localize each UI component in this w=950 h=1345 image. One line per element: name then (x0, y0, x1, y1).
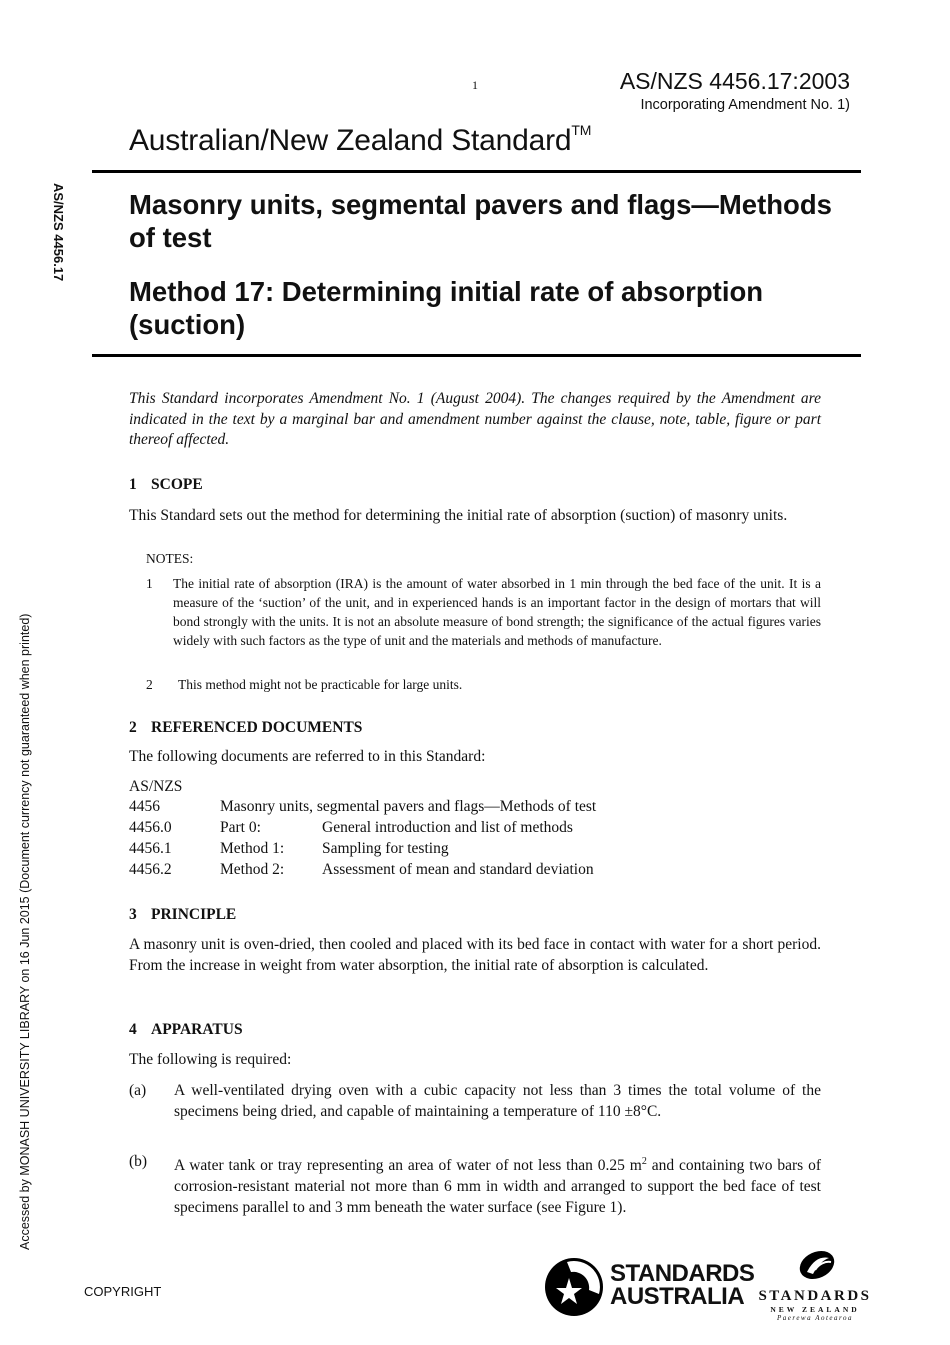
standards-new-zealand-logo (755, 1250, 875, 1322)
note-text: This method might not be practicable for large units. (178, 677, 463, 692)
snz-maori-subtitle: Paerewa Aotearoa (776, 1314, 854, 1322)
item-text-part: and containing two bars of corrosion-resistant material not more than 6 mm in width and arranged to support the bed face of test specimens parallel to and 3 mm beneath the water surface (see Figure 1). (174, 1157, 821, 1217)
amendment-notice: This Standard incorporates Amendment No. 1 (August 2004). The changes required by the Amendment are indicated in the text by a marginal bar and amendment number against the clause, note, table, figure or part thereof affected. (129, 390, 821, 448)
note-item (146, 675, 821, 694)
apparatus-item (129, 1080, 821, 1122)
spine-label (38, 183, 68, 303)
access-notice-text: Accessed by MONASH UNIVERSITY LIBRARY on 16 Jun 2015 (Document currency not guaranteed when printed) (18, 613, 32, 1250)
section-number: 2 (129, 719, 137, 736)
item-superscript: 2 (641, 1156, 647, 1167)
references-intro: The following documents are referred to in this Standard: (129, 748, 486, 765)
amendment-line: Incorporating Amendment No. 1) (640, 97, 850, 113)
notes-label: NOTES: (146, 551, 194, 566)
reference-code: 4456 (129, 798, 160, 815)
standards-australia-logo (543, 1256, 605, 1323)
reference-part: Method 1: (220, 840, 285, 857)
snz-subtitle: NEW ZEALAND (770, 1305, 860, 1314)
section-heading-references (129, 717, 821, 738)
reference-title: Masonry units, segmental pavers and flags—Methods of test (220, 798, 597, 815)
note-text: The initial rate of absorption (IRA) is the amount of water absorbed in 1 min through the bed face of the unit. It is a measure of the ‘suction’ of the unit, and in experienced hands is an important factor in the design of mortars that will bond strongly with the units. It is not an absolute measure of bond strength; the significance of the actual figures varies widely with such factors as the type of unit and the materials and methods of manufacture. (173, 576, 821, 648)
sa-wordmark-line: STANDARDS (610, 1260, 755, 1287)
section-number: 4 (129, 1021, 137, 1038)
trademark-mark: TM (571, 122, 592, 138)
note-number: 2 (146, 677, 153, 692)
section-number: 3 (129, 906, 137, 923)
item-label: (b) (129, 1153, 148, 1170)
series-title-text: Australian/New Zealand Standard (129, 124, 572, 157)
scope-text: This Standard sets out the method for determining the initial rate of absorption (suction) of masonry units. (129, 507, 788, 524)
reference-title: Assessment of mean and standard deviation (322, 861, 594, 878)
snz-emblem-icon (755, 1250, 875, 1280)
item-label: (a) (129, 1082, 147, 1099)
section-heading-text: REFERENCED DOCUMENTS (151, 719, 363, 736)
standards-australia-wordmark (610, 1262, 754, 1308)
item-text: A well-ventilated drying oven with a cubic capacity not less than 3 times the total volume of the specimens being dried, and capable of maintaining a temperature of 110 ±8°C. (174, 1082, 821, 1120)
sa-star-emblem-icon (543, 1256, 605, 1318)
references-group-label: AS/NZS (129, 778, 183, 795)
standard-code: AS/NZS 4456.17:2003 (619, 68, 850, 94)
section-heading-principle (129, 904, 821, 925)
series-title (129, 124, 591, 158)
bottom-rule (92, 354, 861, 357)
section-number: 1 (129, 476, 137, 493)
page-number: 1 (472, 78, 478, 92)
reference-title: General introduction and list of methods (322, 819, 573, 836)
note-item (146, 574, 821, 650)
spine-code: AS/NZS 4456.17 (51, 183, 66, 282)
reference-title: Sampling for testing (322, 840, 449, 857)
principle-text: A masonry unit is oven-dried, then cooled and placed with its bed face in contact with water for a short period. From the increase in weight from water absorption, the initial rate of absorption is calculated. (129, 936, 821, 974)
reference-code: 4456.2 (129, 861, 172, 878)
access-notice (10, 600, 40, 1260)
top-rule (92, 170, 861, 173)
item-text (174, 1151, 821, 1218)
reference-code: 4456.0 (129, 819, 172, 836)
reference-code: 4456.1 (129, 840, 172, 857)
note-number: 1 (146, 576, 153, 591)
sa-wordmark-line: AUSTRALIA (610, 1283, 745, 1310)
section-heading-text: APPARATUS (151, 1021, 243, 1038)
section-heading-apparatus (129, 1019, 821, 1040)
document-title: Masonry units, segmental pavers and flags—Methods of test (129, 189, 832, 253)
section-heading-text: PRINCIPLE (151, 906, 237, 923)
item-text-part: A water tank or tray representing an area of water of not less than 0.25 m (174, 1157, 642, 1175)
apparatus-item (129, 1151, 821, 1218)
reference-part: Method 2: (220, 861, 285, 878)
section-heading-scope (129, 474, 821, 495)
method-title: Method 17: Determining initial rate of absorption (suction) (129, 276, 764, 340)
reference-part: Part 0: (220, 819, 261, 836)
section-heading-text: SCOPE (151, 476, 203, 493)
snz-wordmark: STANDARDS (758, 1288, 872, 1304)
apparatus-intro: The following is required: (129, 1051, 292, 1068)
copyright-label: COPYRIGHT (84, 1284, 162, 1299)
